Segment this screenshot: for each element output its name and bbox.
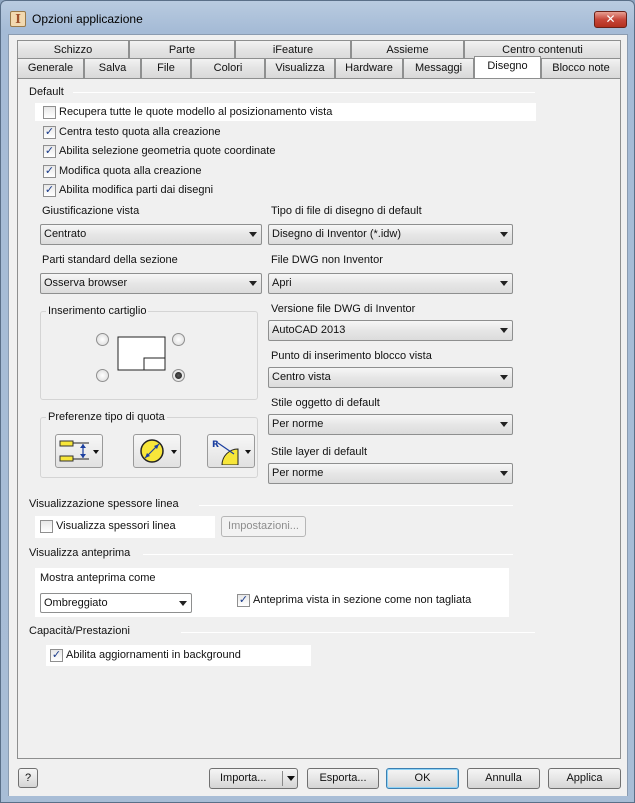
impostazioni-button[interactable]: Impostazioni... [221,516,306,537]
cartiglio-bottom-left-radio[interactable] [96,369,109,382]
file-dwg-select[interactable] [268,273,513,294]
mostra-anteprima-value: Ombreggiato [44,597,108,609]
preferenze-quota-group [40,411,258,478]
abilita-selezione-checkbox[interactable]: ✓ [44,145,55,157]
recupera-quote-label[interactable]: Recupera tutte le quote modello al posizionamento vista [59,106,333,118]
abilita-modifica-label[interactable]: Abilita modifica parti dai disegni [59,184,214,196]
tab-messaggi[interactable]: Messaggi [403,58,474,78]
versione-dwg-value: AutoCAD 2013 [272,324,346,336]
default-section-label: Default [29,86,64,98]
radius-dimension-icon [210,437,246,465]
anteprima-sezione-label[interactable]: Anteprima vista in sezione come non tagliata [253,594,472,606]
tab-schizzo[interactable]: Schizzo [17,40,129,60]
tab-assieme[interactable]: Assieme [351,40,464,60]
mostra-anteprima-label: Mostra anteprima come [40,572,156,584]
abilita-modifica-checkbox[interactable]: ✓ [44,184,55,196]
default-separator [73,92,535,93]
tab-blocco-note[interactable]: Blocco note [541,58,621,78]
chevron-down-icon [500,375,508,380]
giustificazione-select[interactable] [40,224,262,245]
modifica-quota-checkbox[interactable]: ✓ [44,165,55,177]
stile-layer-value: Per norme [272,467,324,479]
linear-dimension-icon [59,438,93,464]
parti-standard-value: Osserva browser [44,277,128,289]
chevron-down-icon [500,471,508,476]
title-bar[interactable] [1,1,634,35]
dialog-client [8,34,628,796]
tipo-file-select[interactable] [268,224,513,245]
preferenze-quota-label: Preferenze tipo di quota [48,411,165,423]
help-button[interactable] [18,768,38,788]
chevron-down-icon [249,281,257,286]
button-bar [9,759,627,796]
tipo-file-value: Disegno di Inventor (*.idw) [272,228,402,240]
svg-text:R: R [212,440,219,450]
disegno-tab-page [17,78,621,759]
parti-standard-label: Parti standard della sezione [42,254,178,266]
quota-linear-button[interactable] [55,434,103,468]
close-button[interactable]: ✕ [594,11,627,28]
dropdown-arrow-icon [171,450,177,454]
anteprima-sezione-checkbox[interactable]: ✓ [238,594,249,606]
inserimento-cartiglio-group [40,305,258,400]
tipo-file-label: Tipo di file di disegno di default [271,205,422,217]
chevron-down-icon [500,281,508,286]
visualizza-spessori-label[interactable]: Visualizza spessori linea [56,520,176,532]
ok-button[interactable]: OK [386,768,459,789]
recupera-quote-checkbox[interactable] [43,106,56,119]
anteprima-section-label: Visualizza anteprima [29,547,131,559]
punto-inserimento-select[interactable] [268,367,513,388]
tab-salva[interactable]: Salva [84,58,141,78]
help-icon: ? [24,772,32,784]
cartiglio-bottom-right-radio[interactable] [172,369,185,382]
giustificazione-value: Centrato [44,228,87,240]
dropdown-arrow-icon [245,450,251,454]
app-icon: I [10,11,26,27]
chevron-down-icon [249,232,257,237]
importa-label: Importa... [220,772,267,784]
parti-standard-select[interactable] [40,273,262,294]
tab-ifeature[interactable]: iFeature [235,40,351,60]
stile-layer-label: Stile layer di default [271,446,367,458]
window-title: Opzioni applicazione [32,12,143,26]
aggiornamenti-background-checkbox[interactable]: ✓ [51,649,62,661]
quota-radius-button[interactable] [207,434,255,468]
aggiornamenti-background-label[interactable]: Abilita aggiornamenti in background [66,649,241,661]
capacita-section-label: Capacità/Prestazioni [29,625,130,637]
spessore-section-label: Visualizzazione spessore linea [29,498,179,510]
chevron-down-icon [500,328,508,333]
cartiglio-top-right-radio[interactable] [172,333,185,346]
tab-file[interactable]: File [141,58,191,78]
chevron-down-icon [500,232,508,237]
tab-parte[interactable]: Parte [129,40,235,60]
versione-dwg-select[interactable] [268,320,513,341]
mostra-anteprima-select[interactable] [40,593,192,613]
tab-colori[interactable]: Colori [191,58,265,78]
capacita-separator [181,632,535,633]
tab-centro-contenuti[interactable]: Centro contenuti [464,40,621,60]
quota-diameter-button[interactable] [133,434,181,468]
tab-hardware[interactable]: Hardware [335,58,403,78]
stile-oggetto-select[interactable] [268,414,513,435]
abilita-selezione-label[interactable]: Abilita selezione geometria quote coordinate [59,145,276,157]
chevron-down-icon [179,601,187,606]
centra-testo-checkbox[interactable]: ✓ [44,126,55,138]
punto-inserimento-label: Punto di inserimento blocco vista [271,350,432,362]
centra-testo-label[interactable]: Centra testo quota alla creazione [59,126,221,138]
file-dwg-value: Apri [272,277,292,289]
giustificazione-label: Giustificazione vista [42,205,140,217]
chevron-down-icon [500,422,508,427]
split-divider [282,771,283,786]
stile-oggetto-value: Per norme [272,418,324,430]
versione-dwg-label: Versione file DWG di Inventor [271,303,416,315]
tab-generale[interactable]: Generale [17,58,84,78]
anteprima-separator [143,554,513,555]
importa-button[interactable] [209,768,298,789]
stile-layer-select[interactable] [268,463,513,484]
visualizza-spessori-checkbox[interactable] [40,520,53,533]
chevron-down-icon [287,776,295,781]
tab-disegno[interactable]: Disegno [474,56,541,78]
sheet-preview-icon [117,336,167,372]
applica-button[interactable]: Applica [548,768,621,789]
esporta-button[interactable]: Esporta... [307,768,379,789]
spessore-separator [199,505,513,506]
diameter-dimension-icon [137,437,171,465]
cartiglio-top-left-radio[interactable] [96,333,109,346]
dropdown-arrow-icon [93,450,99,454]
tab-visualizza[interactable]: Visualizza [265,58,335,78]
file-dwg-label: File DWG non Inventor [271,254,383,266]
modifica-quota-label[interactable]: Modifica quota alla creazione [59,165,202,177]
annulla-button[interactable]: Annulla [467,768,540,789]
stile-oggetto-label: Stile oggetto di default [271,397,380,409]
punto-inserimento-value: Centro vista [272,371,331,383]
inserimento-cartiglio-label: Inserimento cartiglio [48,305,147,317]
